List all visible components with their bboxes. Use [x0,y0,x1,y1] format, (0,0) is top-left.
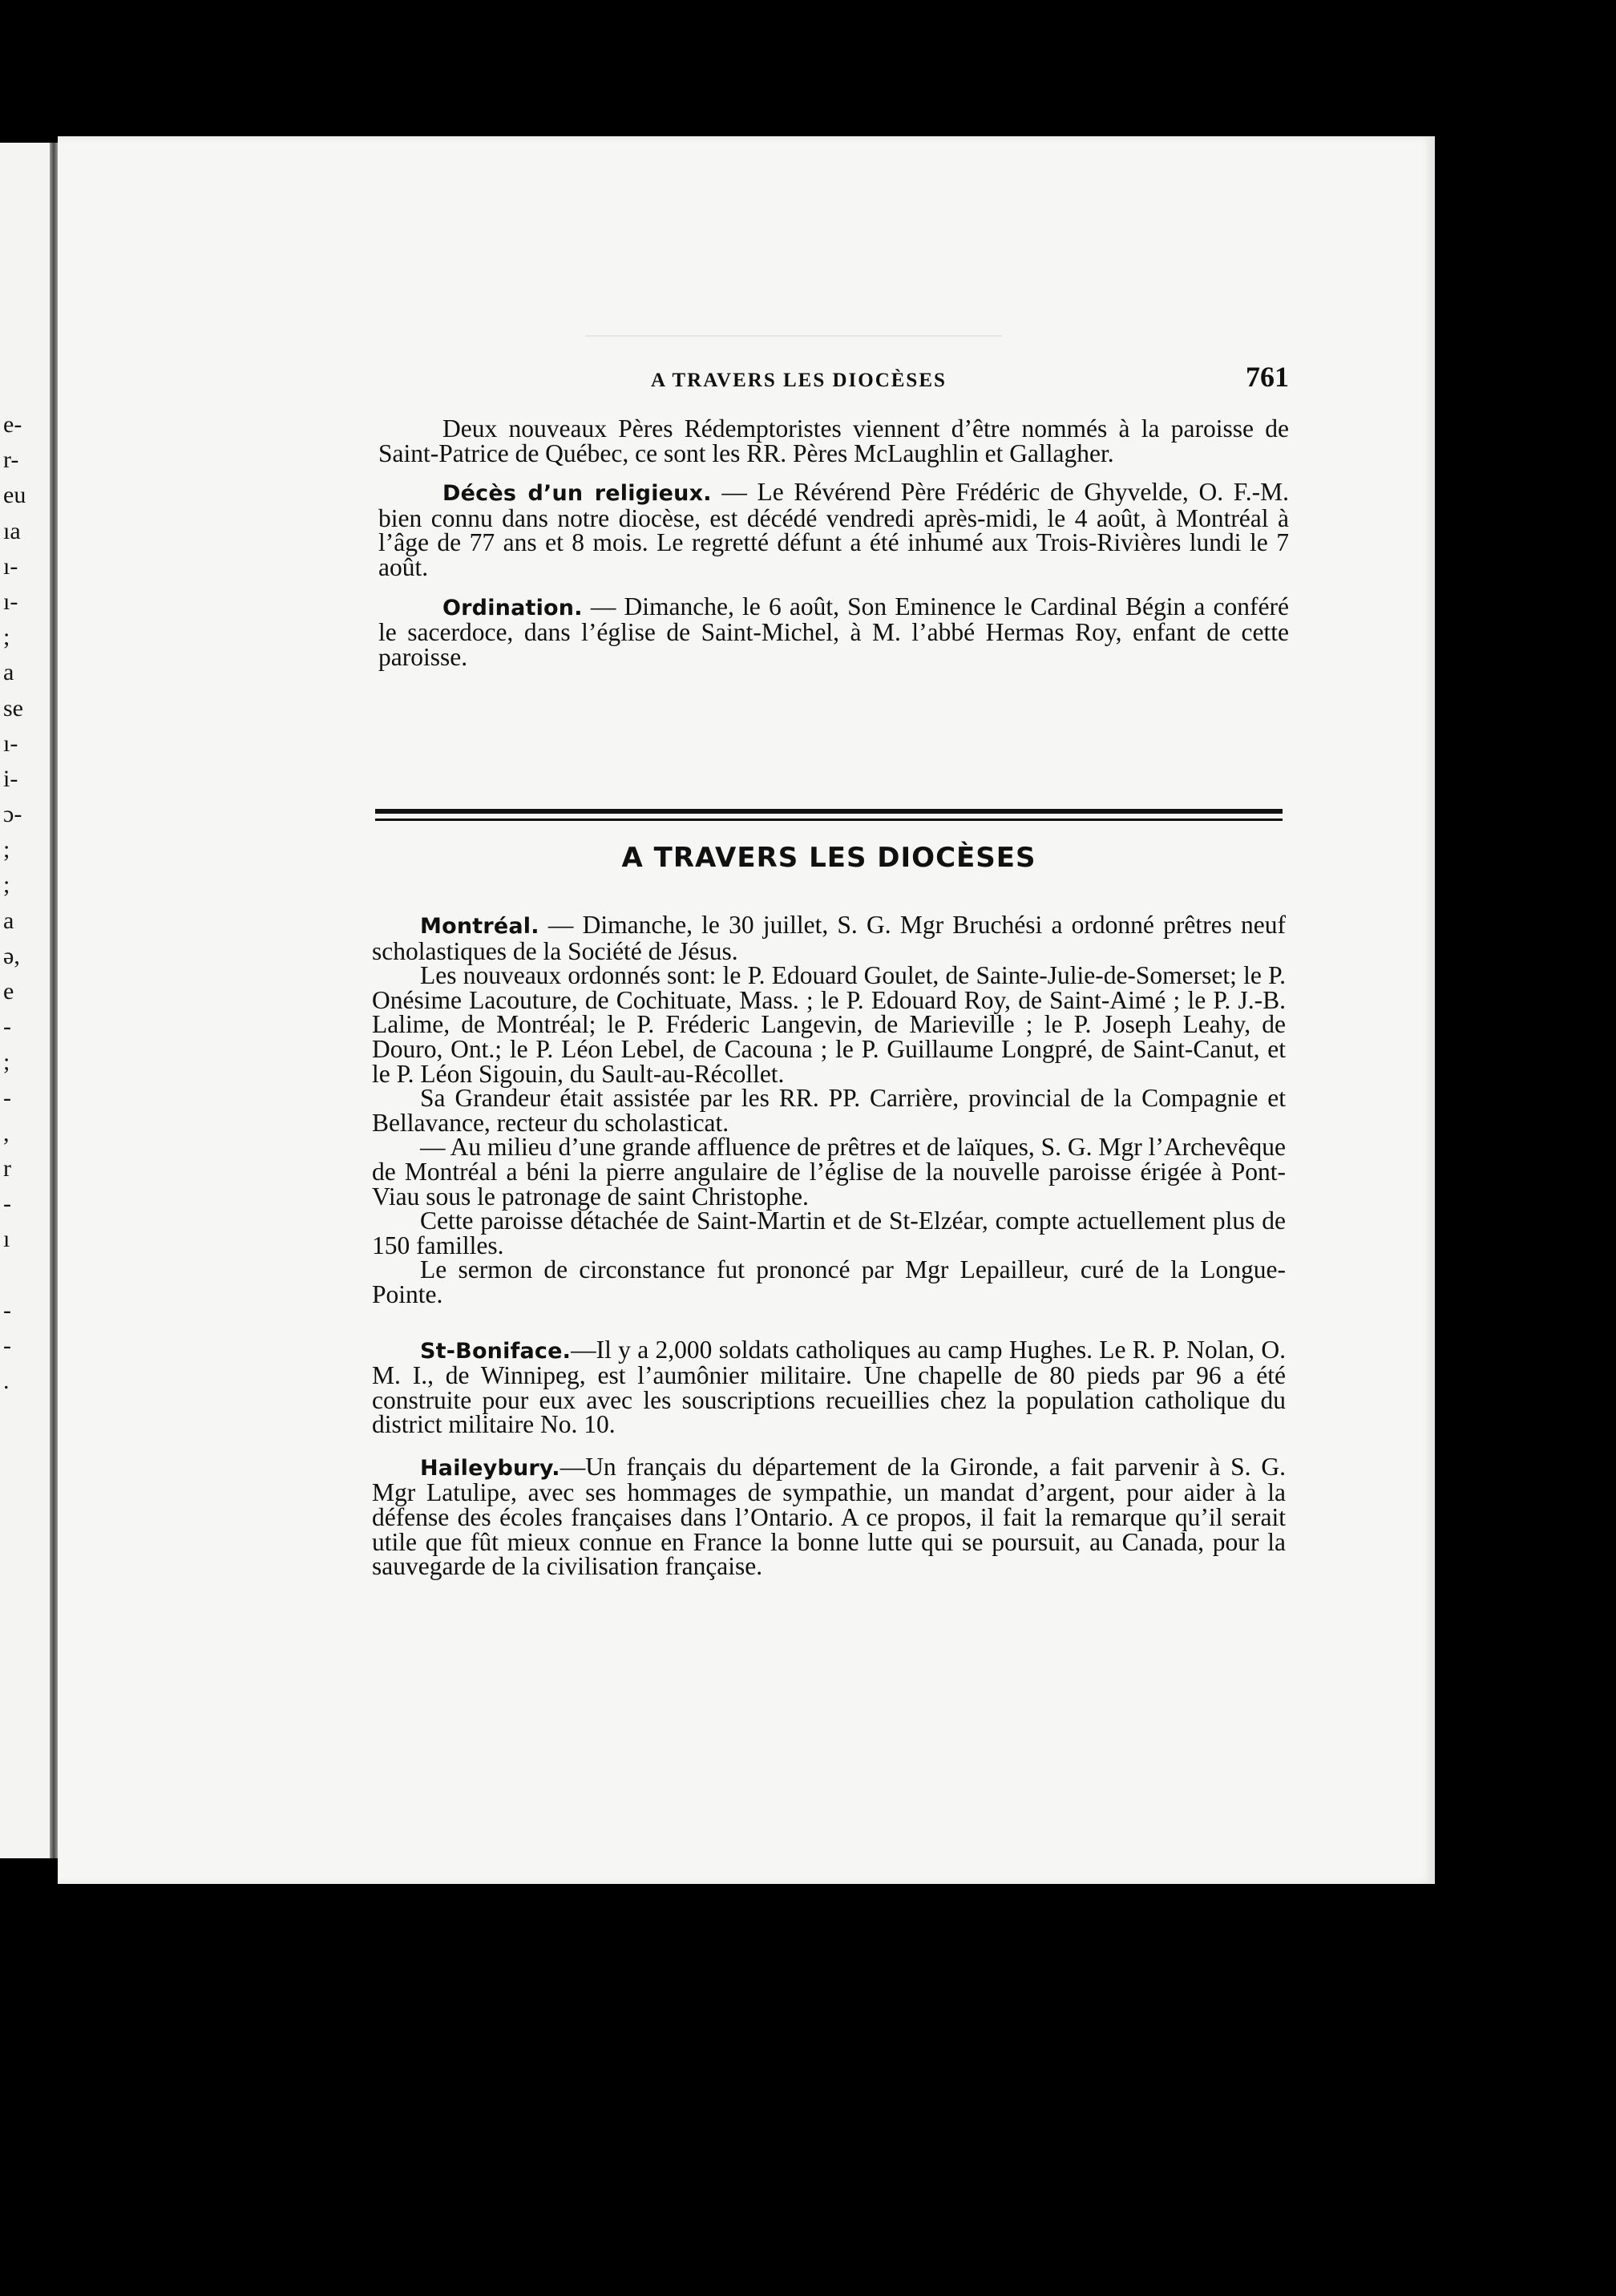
margin-fragment: r [3,1154,11,1182]
margin-fragment: a [3,907,14,934]
section-divider [375,809,1283,823]
page-number: 761 [1246,361,1289,393]
margin-fragment: ı- [3,552,18,580]
paragraph-pont-viau: — Au milieu d’une grande affluence de prêtres et de laïques, S. G. Mgr l’Archevêque de Montréal a béni la pierre angulaire de l’église de la nouvelle paroisse érigée à Pont-Viau sous le patronage de saint Christophe. [372,1133,1286,1211]
running-title: A TRAVERS LES DIOCÈSES [651,370,947,391]
margin-fragment: ; [3,1049,10,1076]
paragraph-lead: Ordination. [442,595,583,620]
paragraph-lead: Montréal. [420,914,539,939]
margin-fragment: i- [3,765,18,792]
margin-fragment: e [3,978,14,1004]
margin-fragment: ; [3,836,10,863]
margin-fragment: ə, [3,942,20,969]
paragraph-text: — Dimanche, le 6 août, Son Eminence le Cardinal Bégin a conféré le sacerdoce, dans l’église de Saint-Michel, à M. l’abbé Hermas Roy, enfant de cette paroisse. [378,592,1289,671]
dioceses-section [372,913,1286,1579]
paragraph-lead: St-Boniface. [420,1338,572,1364]
margin-fragment: se [3,694,23,722]
margin-fragment: - [3,1332,11,1359]
paragraph-deces [378,480,1289,580]
margin-fragment: ; [3,624,10,651]
margin-fragment: , [3,1119,10,1146]
margin-fragment: ɔ- [3,801,22,828]
show-through-line [585,335,1002,351]
divider-thin-line [375,819,1283,821]
paragraph-text: —Il y a 2,000 soldats catholiques au camp Hughes. Le R. P. Nolan, O. M. I., de Winnipeg, est l’aumônier militaire. Une chapelle de 80 pieds par 96 a été construite pour eux avec les souscriptions recueillies chez la population catholique du district militaire No. 10. [372,1335,1286,1439]
paragraph-montreal [372,913,1286,964]
margin-fragment: e- [3,411,22,438]
margin-fragment: eu [3,482,26,509]
paragraph-grandeur: Sa Grandeur était assistée par les RR. PP. Carrière, provincial de la Compagnie et Bellavance, recteur du scholasticat. [372,1084,1286,1137]
left-page-margin-text [3,407,26,1399]
paragraph-ordination [378,592,1289,671]
paragraph-redemptoristes [378,414,1289,467]
paragraph-haileybury [372,1452,1286,1581]
paragraph-lead: Décès d’un religieux. [442,481,712,507]
paragraph-text: — Le Révérend Père Frédéric de Ghyvelde, O. F.-M. bien connu dans notre diocèse, est décédé vendredi après-midi, le 4 août, à Montréal à l’âge de 77 ans et 8 mois. Le regretté défunt a été inhumé aux Trois-Rivières lundi le 7 août. [378,478,1289,581]
margin-fragment: - [3,1296,11,1324]
margin-fragment: ; [3,871,10,899]
paragraph-text: —Un français du département de la Gironde, a fait parvenir à S. G. Mgr Latulipe, avec ses hommages de sympathie, un mandat d’argent, pour aider à la défense des écoles françaises dans l’Ontario. A ce propos, il fait la remarque qu’il serait utile que fût mieux connue en France la bonne lutte qui se poursuit, au Canada, pour la sauvegarde de la civilisation française. [372,1452,1286,1581]
top-section [378,414,1289,671]
margin-fragment: ı- [3,730,18,757]
section-title: A TRAVERS LES DIOCÈSES [621,842,1036,874]
margin-fragment: ı- [3,588,18,615]
left-page [0,143,50,1858]
margin-fragment [3,1258,26,1293]
margin-fragment: r- [3,447,19,474]
paragraph-st-boniface [372,1335,1286,1439]
margin-fragment: a [3,659,14,686]
page-header [584,360,1289,408]
paragraph-paroisse: Cette paroisse détachée de Saint-Martin et de St-Elzéar, compte actuellement plus de 150 familles. [372,1207,1286,1259]
margin-fragment: ı [3,1226,10,1253]
margin-fragment: - [3,1013,11,1041]
paragraph-text: Deux nouveaux Pères Rédemptoristes viennent d’être nommés à la paroisse de Saint-Patrice de Québec, ce sont les RR. Pères McLaughlin et Gallagher. [378,414,1289,467]
margin-fragment: ıa [3,517,21,544]
margin-fragment: - [3,1190,11,1218]
paragraph-sermon: Le sermon de circonstance fut prononcé par Mgr Lepailleur, curé de la Longue-Pointe. [372,1255,1286,1308]
paragraph-ordonnes: Les nouveaux ordonnés sont: le P. Edouard Goulet, de Sainte-Julie-de-Somerset; le P. Onésime Lacouture, de Cochituate, Mass. ; le P. Edouard Roy, de Saint-Aimé ; le P. J.-B. Lalime, de Montréal; le P. Fréderic Langevin, de Marieville ; le P. Joseph Leahy, de Douro, Ont.; le P. Léon Lebel, de Cacouna ; le P. Guillaume Longpré, de Saint-Canut, et le P. Léon Sigouin, du Sault-au-Récollet. [372,961,1286,1088]
paragraph-text: — Dimanche, le 30 juillet, S. G. Mgr Bruchési a ordonné prêtres neuf scholastiques de la Société de Jésus. [372,911,1286,965]
page-gutter [50,143,58,1858]
margin-fragment: . [3,1368,10,1395]
divider-thick-line [375,809,1283,814]
paragraph-lead: Haileybury. [420,1455,560,1481]
margin-fragment: - [3,1084,11,1111]
